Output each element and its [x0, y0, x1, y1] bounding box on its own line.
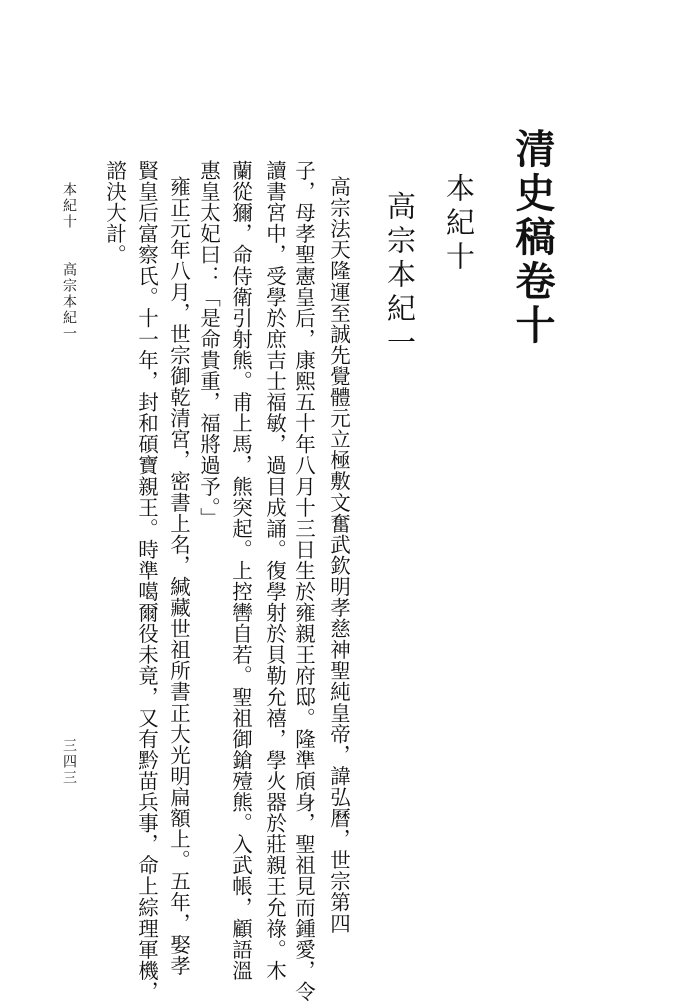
- text-column-6: 雍正元年八月，世宗御乾清宮，密書上名，緘藏世祖所書正大光明扁額上。五年，娶孝: [166, 176, 191, 976]
- section-heading: 高宗本紀一: [383, 191, 417, 361]
- text-column-8: 諮決大計。: [102, 160, 127, 266]
- volume-title: 清史稿卷十: [509, 128, 556, 348]
- page-number: 三四三: [61, 738, 77, 786]
- text-column-4: 蘭從獮，命侍衛引射熊。甫上馬，熊突起。上控轡自若。聖祖御鎗殪熊。入武帳，顧語溫: [228, 160, 253, 981]
- text-column-1: 高宗法天隆運至誠先覺體元立極敷文奮武欽明孝慈神聖純皇帝，諱弘曆，世宗第四: [326, 176, 351, 934]
- text-column-7: 賢皇后富察氏。十一年，封和碩寶親王。時準噶爾役未竟，又有黔苗兵事，命上綜理軍機，: [134, 160, 159, 1002]
- chapter-heading: 本紀十: [442, 173, 476, 275]
- text-column-2: 子，母孝聖憲皇后，康熙五十年八月十三日生於雍親王府邸。隆準頎身，聖祖見而鍾愛，令: [291, 160, 316, 1002]
- running-head: 本紀十: [61, 182, 77, 230]
- text-column-5: 惠皇太妃曰：「是命貴重，福將過予。」: [196, 160, 221, 529]
- running-section: 高宗本紀一: [61, 262, 77, 342]
- text-column-3: 讀書宮中，受學於庶吉士福敏，過目成誦。復學射於貝勒允禧，學火器於莊親王允祿。木: [262, 160, 287, 981]
